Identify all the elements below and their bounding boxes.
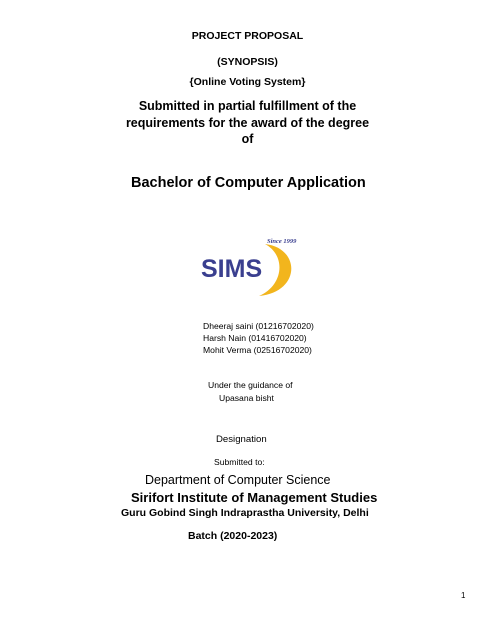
crescent-arc-icon (259, 244, 291, 296)
student-list (203, 320, 314, 356)
batch-label: Batch (2020-2023) (188, 530, 278, 542)
student-name: Mohit Verma (02516702020) (203, 345, 312, 355)
synopsis-heading: (SYNOPSIS) (217, 56, 278, 68)
guidance-label: Under the guidance of (208, 380, 293, 390)
submitted-to-label: Submitted to: (214, 457, 265, 467)
page-number: 1 (461, 591, 466, 600)
submission-line-2: requirements for the award of the degree (125, 116, 370, 130)
logo-since-text: Since 1999 (267, 238, 297, 245)
project-proposal-heading: PROJECT PROPOSAL (191, 30, 304, 42)
student-name: Dheeraj saini (01216702020) (203, 321, 314, 331)
submission-line-3: of (241, 132, 254, 146)
sims-logo (197, 234, 301, 298)
degree-title: Bachelor of Computer Application (131, 175, 366, 191)
student-name: Harsh Nain (01416702020) (203, 333, 307, 343)
submission-line-1: Submitted in partial fulfillment of the (138, 99, 357, 113)
university-name: Guru Gobind Singh Indraprastha University, Delhi (121, 507, 369, 519)
institute-name: Sirifort Institute of Management Studies (131, 490, 378, 505)
logo-text: SIMS (201, 255, 263, 283)
designation-label: Designation (216, 434, 267, 445)
department-name: Department of Computer Science (145, 473, 331, 487)
project-title: {Online Voting System} (189, 76, 306, 88)
guide-name: Upasana bisht (219, 393, 274, 403)
